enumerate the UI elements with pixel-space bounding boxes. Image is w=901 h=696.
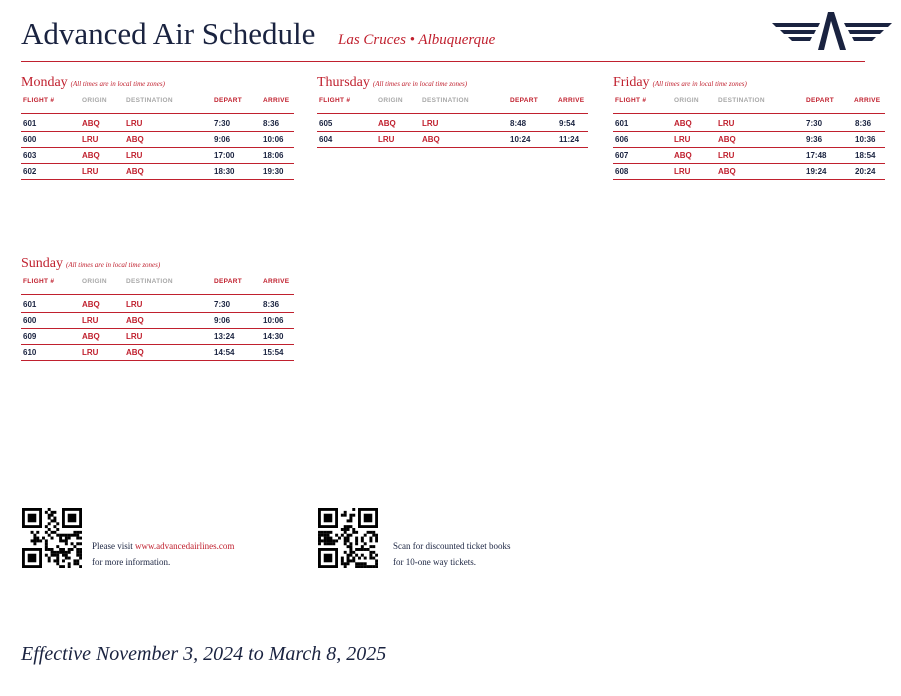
cell-destination: ABQ: [126, 348, 144, 357]
cell-destination: LRU: [718, 151, 735, 160]
col-arrive: ARRIVE: [854, 97, 881, 104]
cell-origin: ABQ: [674, 119, 692, 128]
cell-depart: 7:30: [806, 119, 823, 128]
col-origin: ORIGIN: [378, 97, 403, 104]
table-row: [21, 132, 294, 148]
col-arrive: ARRIVE: [263, 97, 290, 104]
cell-depart: 17:48: [806, 151, 827, 160]
cell-origin: ABQ: [82, 151, 100, 160]
cell-origin: ABQ: [674, 151, 692, 160]
table-row: [21, 313, 294, 329]
col-arrive: ARRIVE: [558, 97, 585, 104]
cell-depart: 9:06: [214, 316, 231, 325]
qr-tickets-line1: Scan for discounted ticket books: [393, 541, 511, 551]
qr-tickets-text: [393, 538, 510, 570]
header-divider: [21, 61, 865, 62]
cell-arrive: 18:06: [263, 151, 284, 160]
table-row: [21, 297, 294, 313]
qr-info-prefix: Please visit: [92, 541, 135, 551]
col-flight: FLIGHT #: [319, 97, 351, 104]
website-link[interactable]: www.advancedairlines.com: [135, 541, 235, 551]
cell-arrive: 19:30: [263, 167, 284, 176]
col-destination: DESTINATION: [126, 278, 173, 285]
day-table-thursday: [317, 73, 588, 148]
cell-depart: 9:06: [214, 135, 231, 144]
table-row: [613, 164, 885, 180]
cell-arrive: 15:54: [263, 348, 284, 357]
qr-info-text: [92, 538, 234, 570]
time-note: (All times are in local time zones): [66, 261, 161, 269]
qr-info-line2: for more information.: [92, 557, 171, 567]
cell-flight: 606: [615, 135, 629, 144]
cell-destination: LRU: [718, 119, 735, 128]
col-depart: DEPART: [214, 97, 243, 104]
cell-flight: 605: [319, 119, 333, 128]
col-origin: ORIGIN: [674, 97, 699, 104]
cell-depart: 17:00: [214, 151, 235, 160]
cell-destination: ABQ: [718, 167, 736, 176]
cell-arrive: 11:24: [559, 135, 580, 144]
day-table-friday: [613, 73, 885, 180]
flight-rows: [613, 116, 885, 180]
column-headers: [21, 276, 294, 295]
col-arrive: ARRIVE: [263, 278, 290, 285]
cell-depart: 7:30: [214, 119, 231, 128]
cell-flight: 600: [23, 316, 37, 325]
cell-depart: 18:30: [214, 167, 235, 176]
day-table-sunday: [21, 254, 294, 361]
day-name: Friday: [613, 75, 650, 90]
cell-arrive: 9:54: [559, 119, 576, 128]
cell-flight: 604: [319, 135, 333, 144]
cell-arrive: 10:06: [263, 135, 284, 144]
cell-arrive: 14:30: [263, 332, 284, 341]
col-flight: FLIGHT #: [615, 97, 647, 104]
effective-dates: Effective November 3, 2024 to March 8, 2025: [21, 643, 387, 665]
cell-flight: 602: [23, 167, 37, 176]
cell-arrive: 8:36: [263, 300, 280, 309]
day-name: Sunday: [21, 256, 63, 271]
day-table-monday: [21, 73, 294, 180]
cell-destination: ABQ: [126, 167, 144, 176]
cell-origin: LRU: [674, 167, 691, 176]
cell-origin: LRU: [674, 135, 691, 144]
cell-flight: 601: [23, 119, 37, 128]
col-flight: FLIGHT #: [23, 97, 55, 104]
table-row: [317, 132, 588, 148]
cell-destination: ABQ: [718, 135, 736, 144]
cell-arrive: 8:36: [263, 119, 280, 128]
qr-code-icon[interactable]: [318, 508, 378, 568]
col-destination: DESTINATION: [422, 97, 469, 104]
cell-arrive: 8:36: [855, 119, 872, 128]
cell-origin: ABQ: [82, 119, 100, 128]
qr-code-icon[interactable]: [22, 508, 82, 568]
cell-depart: 14:54: [214, 348, 235, 357]
col-depart: DEPART: [510, 97, 539, 104]
cell-flight: 600: [23, 135, 37, 144]
col-destination: DESTINATION: [718, 97, 765, 104]
cell-destination: ABQ: [422, 135, 440, 144]
cell-depart: 10:24: [510, 135, 531, 144]
table-row: [613, 132, 885, 148]
cell-flight: 601: [23, 300, 37, 309]
table-row: [21, 345, 294, 361]
table-row: [21, 148, 294, 164]
cell-origin: LRU: [82, 348, 99, 357]
route-subtitle: Las Cruces • Albuquerque: [338, 32, 496, 48]
cell-destination: LRU: [126, 119, 143, 128]
cell-depart: 7:30: [214, 300, 231, 309]
col-depart: DEPART: [806, 97, 835, 104]
table-row: [21, 164, 294, 180]
cell-depart: 19:24: [806, 167, 827, 176]
cell-flight: 609: [23, 332, 37, 341]
column-headers: [317, 95, 588, 114]
flight-rows: [317, 116, 588, 148]
col-origin: ORIGIN: [82, 97, 107, 104]
cell-depart: 9:36: [806, 135, 823, 144]
table-row: [317, 116, 588, 132]
time-note: (All times are in local time zones): [372, 80, 468, 88]
page-title: Advanced Air Schedule: [21, 16, 316, 51]
cell-flight: 607: [615, 151, 629, 160]
cell-origin: ABQ: [82, 300, 100, 309]
cell-origin: LRU: [82, 135, 99, 144]
cell-destination: LRU: [422, 119, 439, 128]
table-row: [613, 148, 885, 164]
cell-depart: 8:48: [510, 119, 527, 128]
cell-destination: LRU: [126, 151, 143, 160]
col-origin: ORIGIN: [82, 278, 107, 285]
advanced-air-logo-icon: [772, 11, 892, 51]
table-row: [21, 329, 294, 345]
cell-origin: LRU: [82, 316, 99, 325]
cell-origin: LRU: [378, 135, 395, 144]
table-row: [21, 116, 294, 132]
cell-destination: LRU: [126, 300, 143, 309]
col-destination: DESTINATION: [126, 97, 173, 104]
col-flight: FLIGHT #: [23, 278, 55, 285]
table-row: [613, 116, 885, 132]
time-note: (All times are in local time zones): [652, 80, 747, 88]
cell-flight: 603: [23, 151, 37, 160]
cell-flight: 601: [615, 119, 629, 128]
cell-origin: ABQ: [378, 119, 396, 128]
cell-arrive: 18:54: [855, 151, 876, 160]
cell-arrive: 20:24: [855, 167, 876, 176]
cell-depart: 13:24: [214, 332, 235, 341]
cell-flight: 608: [615, 167, 629, 176]
cell-destination: ABQ: [126, 316, 144, 325]
day-name: Monday: [21, 75, 68, 90]
col-depart: DEPART: [214, 278, 243, 285]
cell-destination: ABQ: [126, 135, 144, 144]
flight-rows: [21, 116, 294, 180]
time-note: (All times are in local time zones): [70, 80, 165, 88]
cell-destination: LRU: [126, 332, 143, 341]
day-name: Thursday: [317, 75, 370, 90]
column-headers: [613, 95, 885, 114]
flight-rows: [21, 297, 294, 361]
column-headers: [21, 95, 294, 114]
cell-arrive: 10:06: [263, 316, 284, 325]
cell-flight: 610: [23, 348, 37, 357]
cell-origin: LRU: [82, 167, 99, 176]
cell-origin: ABQ: [82, 332, 100, 341]
qr-tickets-line2: for 10-one way tickets.: [393, 557, 476, 567]
cell-arrive: 10:36: [855, 135, 876, 144]
